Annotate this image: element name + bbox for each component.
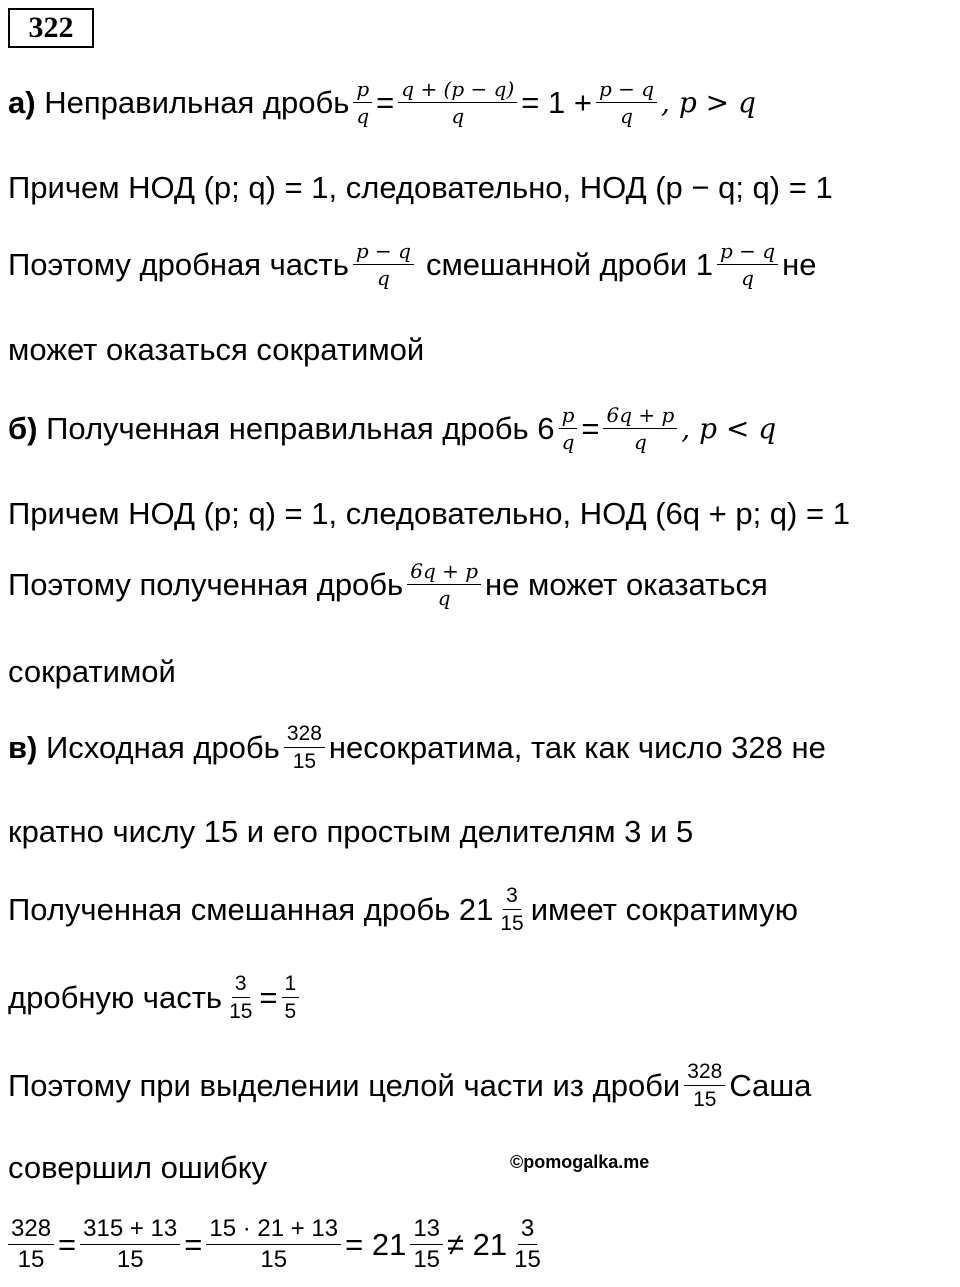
fraction-13-over-15: $\frac{13}{15}$ <box>410 1216 443 1274</box>
fraction-6q-plus-p-over-q: $\frac{6q + p}{q}$ <box>603 404 677 453</box>
equals-21: = 21 <box>345 1226 407 1262</box>
text: Исходная дробь <box>46 729 280 765</box>
part-c-line-1 <box>8 722 826 773</box>
one-plus: = 1 + <box>521 84 592 120</box>
fraction-3-over-15: $\frac{3}{15}$ <box>229 972 253 1024</box>
problem-number: 322 <box>8 8 94 48</box>
part-b-line-1 <box>8 404 776 453</box>
text: не <box>782 246 817 282</box>
part-b-label: б) <box>8 410 38 446</box>
part-b-line-2: Причем НОД (p; q) = 1, следовательно, НОД (6q + p; q) = 1 <box>8 496 850 531</box>
part-c-line-3 <box>8 884 798 935</box>
text: Полученная смешанная дробь 21 <box>8 891 494 927</box>
fraction-p-minus-q-over-q: $\frac{p - q}{q}$ <box>353 240 414 289</box>
fraction-3-over-15: $\frac{3}{15}$ <box>500 884 524 936</box>
part-a-line-3 <box>8 240 816 289</box>
not-equal-21: ≠ 21 <box>447 1226 508 1262</box>
final-equation <box>4 1216 548 1274</box>
fraction-328-over-15: $\frac{328}{15}$ <box>684 1060 725 1111</box>
condition: , p > q <box>661 86 756 119</box>
text: смешанной дроби 1 <box>425 246 714 282</box>
text: имеет сократимую <box>530 891 798 927</box>
equals-sign: = <box>184 1226 203 1262</box>
part-b-line-4: сократимой <box>8 654 176 689</box>
text: Неправильная дробь <box>44 84 350 120</box>
equals-sign: = <box>259 979 278 1015</box>
text: Поэтому полученная дробь <box>8 566 404 602</box>
fraction-6q-plus-p-over-q: $\frac{6q + p}{q}$ <box>407 560 481 609</box>
fraction-315-plus-13-over-15: $\frac{315 + 13}{15}$ <box>80 1216 180 1274</box>
fraction-15x21-plus-13-over-15: $\frac{15 \cdot 21 + 13}{15}$ <box>206 1216 341 1274</box>
equals-sign: = <box>58 1226 77 1262</box>
condition: , p < q <box>681 412 777 445</box>
part-a-line-4: может оказаться сократимой <box>8 332 425 367</box>
fraction-1-over-5: $\frac{1}{5}$ <box>282 972 300 1023</box>
part-b-line-3 <box>8 560 768 609</box>
part-a-line-2: Причем НОД (p; q) = 1, следовательно, НОД (p − q; q) = 1 <box>8 170 833 205</box>
equals-sign: = <box>376 84 395 120</box>
part-a-label: а) <box>8 84 36 120</box>
part-c-line-5 <box>8 1060 811 1111</box>
part-c-line-6: совершил ошибку <box>8 1150 268 1185</box>
fraction-328-over-15: $\frac{328}{15}$ <box>284 722 325 773</box>
text: дробную часть <box>8 979 223 1015</box>
equals-sign: = <box>581 410 600 446</box>
fraction-p-over-q: $\frac{p}{q}$ <box>559 404 578 453</box>
fraction-328-over-15: $\frac{328}{15}$ <box>8 1216 54 1274</box>
part-c-line-4 <box>8 972 303 1023</box>
part-c-label: в) <box>8 729 38 765</box>
fraction-q-plus-p-minus-q-over-q: $\frac{q + (p - q)}{q}$ <box>398 78 517 127</box>
watermark: ©pomogalka.me <box>510 1152 650 1172</box>
text: Полученная неправильная дробь 6 <box>46 410 555 446</box>
fraction-p-minus-q-over-q: $\frac{p - q}{q}$ <box>596 78 657 127</box>
fraction-p-over-q: $\frac{p}{q}$ <box>353 78 372 127</box>
text: Саша <box>729 1067 812 1103</box>
part-a-line-1 <box>8 78 756 127</box>
fraction-3-over-15: $\frac{3}{15}$ <box>514 1215 541 1274</box>
text: Поэтому при выделении целой части из дроби <box>8 1067 681 1103</box>
text: Поэтому дробная часть <box>8 246 349 282</box>
part-c-line-2: кратно числу 15 и его простым делителям 3 и 5 <box>8 814 694 849</box>
text: не может оказаться <box>485 566 768 602</box>
text: несократима, так как число 328 не <box>328 729 826 765</box>
fraction-p-minus-q-over-q: $\frac{p - q}{q}$ <box>717 240 778 289</box>
